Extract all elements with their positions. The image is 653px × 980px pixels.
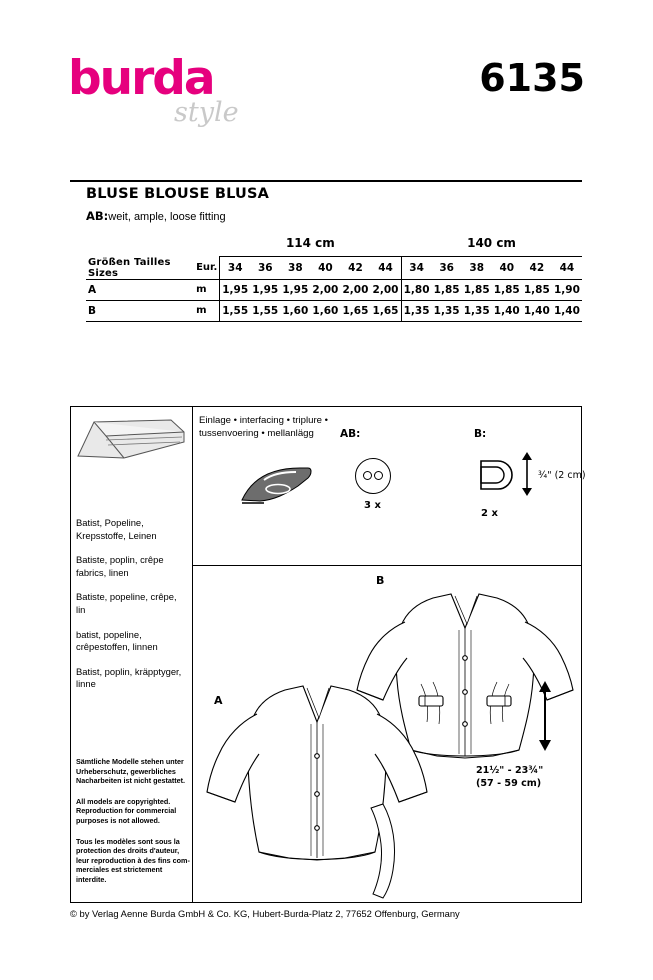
size-cell: 44 <box>552 257 582 280</box>
size-cell: 38 <box>462 257 492 280</box>
fabric-item: Batist, poplin, kräpptyger, linne <box>76 665 182 690</box>
button-hole-right <box>374 471 383 480</box>
yardage-cell: 1,85 <box>462 279 492 300</box>
table-row <box>86 279 582 300</box>
garment-label-b: B <box>376 574 385 587</box>
finished-length-note <box>476 765 543 790</box>
yardage-cell: 1,60 <box>280 300 310 321</box>
length-imperial: 21½" - 23¾" <box>476 765 544 776</box>
yardage-cell: 1,80 <box>401 279 432 300</box>
title-divider <box>70 180 582 182</box>
size-cell: 40 <box>492 257 522 280</box>
length-arrow-icon <box>538 681 552 751</box>
fabric-item: Batist, Popeline, Krepsstoffe, Leinen <box>76 517 157 541</box>
yardage-cell: 1,35 <box>462 300 492 321</box>
garment-line-drawings <box>193 566 582 902</box>
title-variant: AB: <box>86 209 109 223</box>
yardage-cell: 2,00 <box>310 279 340 300</box>
size-cell: 34 <box>401 257 432 280</box>
notions-b-label: B: <box>474 428 487 440</box>
interfacing-text: Einlage • interfacing • triplure • tussenvoering • mellanlägg <box>199 415 328 439</box>
row-unit-a: m <box>192 279 220 300</box>
yardage-cell: 1,95 <box>220 279 251 300</box>
page-title: BLUSE BLOUSE BLUSA <box>86 186 270 202</box>
fabric-swatch-icon <box>76 412 186 460</box>
row-label-b: B <box>86 300 192 321</box>
row-unit-b: m <box>192 300 220 321</box>
table-row <box>86 300 582 321</box>
brand-name: burda <box>68 51 214 106</box>
buckle-quantity: 2 x <box>481 508 498 519</box>
garment-illustrations <box>193 566 582 902</box>
copyright-notice: Tous les modèles sont sous la protection des droits d'auteur, leur reproduction à des fins commerciales est strictement interdite. <box>76 836 190 884</box>
garment-view-a <box>207 686 427 860</box>
size-cell: 42 <box>340 257 370 280</box>
table-row <box>86 233 582 257</box>
yardage-cell: 1,65 <box>370 300 401 321</box>
fabric-width-140: 140 cm <box>401 233 582 257</box>
size-cell: 44 <box>370 257 401 280</box>
buckle-size-arrow-icon <box>521 452 533 496</box>
size-cell: 40 <box>310 257 340 280</box>
buckle-size-label: ¾" (2 cm) <box>538 470 586 481</box>
unit-header: Eur. <box>192 257 220 280</box>
buckle-icon <box>478 458 516 492</box>
fabric-item: Batiste, popeline, crêpe, lin <box>76 591 177 615</box>
copyright-notices <box>76 757 191 896</box>
yardage-cell: 1,60 <box>310 300 340 321</box>
yardage-cell: 1,35 <box>432 300 462 321</box>
yardage-cell: 1,40 <box>492 300 522 321</box>
size-cell: 34 <box>220 257 251 280</box>
yardage-cell: 1,40 <box>552 300 582 321</box>
iron-icon <box>238 460 316 508</box>
copyright-notice: All models are copyrighted. Reproduction for commercial purposes is not allowed. <box>76 796 177 825</box>
yardage-cell: 1,65 <box>340 300 370 321</box>
yardage-cell: 2,00 <box>340 279 370 300</box>
yardage-cell: 1,95 <box>250 279 280 300</box>
fabric-list <box>76 517 188 703</box>
fabric-width-114: 114 cm <box>220 233 401 257</box>
button-quantity: 3 x <box>364 500 381 511</box>
yardage-cell: 1,35 <box>401 300 432 321</box>
brand-logo <box>68 51 298 135</box>
table-row <box>86 257 582 280</box>
copyright-notice: Sämtliche Modelle stehen unter Urheberschutz, gewerbliches Nacharbeiten ist nicht gestattet. <box>76 757 186 786</box>
yardage-cell: 1,85 <box>492 279 522 300</box>
button-icon <box>355 458 391 494</box>
size-cell: 36 <box>250 257 280 280</box>
size-cell: 38 <box>280 257 310 280</box>
pattern-number: 6135 <box>479 56 585 100</box>
row-label-a: A <box>86 279 192 300</box>
yardage-cell: 1,85 <box>432 279 462 300</box>
length-metric: (57 - 59 cm) <box>476 777 542 789</box>
notions-ab-label: AB: <box>340 428 361 440</box>
button-hole-left <box>363 471 372 480</box>
footer-copyright: © by Verlag Aenne Burda GmbH & Co. KG, Hubert-Burda-Platz 2, 77652 Offenburg, Germany <box>70 908 460 919</box>
yardage-cell: 1,85 <box>522 279 552 300</box>
yardage-table <box>86 233 582 322</box>
brand-sub-name: style <box>174 97 239 128</box>
fabric-item: batist, popeline, crêpestoffen, linnen <box>76 628 158 653</box>
title-description: weit, ample, loose fitting <box>108 211 226 223</box>
size-cell: 36 <box>432 257 462 280</box>
garment-label-a: A <box>214 694 223 707</box>
yardage-cell: 1,55 <box>220 300 251 321</box>
yardage-cell: 1,40 <box>522 300 552 321</box>
yardage-cell: 1,90 <box>552 279 582 300</box>
yardage-cell: 2,00 <box>370 279 401 300</box>
title-subtitle <box>86 209 226 223</box>
sizes-header: Größen Tailles Sizes <box>86 257 192 280</box>
yardage-cell: 1,55 <box>250 300 280 321</box>
fabric-item: Batiste, poplin, crêpe fabrics, linen <box>76 554 164 578</box>
size-cell: 42 <box>522 257 552 280</box>
yardage-cell: 1,95 <box>280 279 310 300</box>
